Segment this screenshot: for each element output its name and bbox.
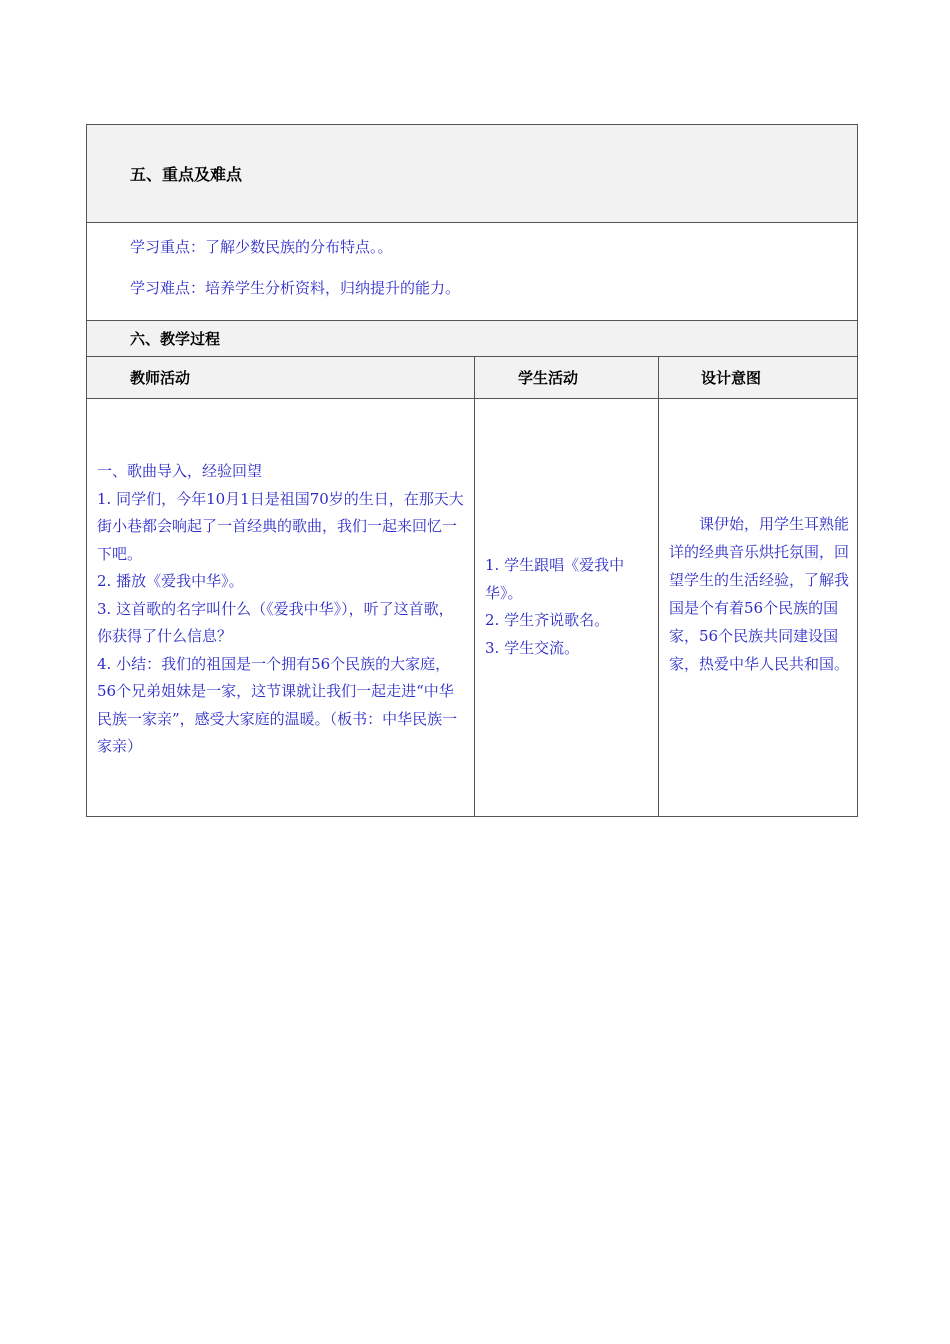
design-intent-cell — [659, 399, 857, 816]
key-point: 学习重点：了解少数民族的分布特点。。 — [130, 238, 393, 256]
section5-header — [87, 125, 857, 223]
teacher-step-4: 4. 小结：我们的祖国是一个拥有56个民族的大家庭，56个兄弟姐妹是一家，这节课就让我们一起走进“中华民族一家亲”，感受大家庭的温暖。（板书：中华民族一家亲） — [97, 654, 458, 755]
column-headers — [87, 357, 857, 399]
section5-title: 五、重点及难点 — [130, 165, 243, 184]
teacher-step-1: 1. 同学们，今年10月1日是祖国70岁的生日，在那天大街小巷都会响起了一首经典的歌曲，我们一起来回忆一下吧。 — [97, 489, 464, 563]
section5-content — [87, 223, 857, 321]
student-step-2: 2. 学生齐说歌名。 — [485, 611, 610, 629]
teacher-step-3: 3. 这首歌的名字叫什么（《爱我中华》），听了这首歌，你获得了什么信息？ — [97, 599, 454, 645]
design-intent-text: 课伊始，用学生耳熟能详的经典音乐烘托氛围，回望学生的生活经验，了解我国是个有着56个民族的国家，56个民族共同建设国家，热爱中华人民共和国。 — [669, 515, 850, 673]
teacher-step-heading: 一、歌曲导入，经验回望 — [97, 462, 263, 480]
teacher-step-2: 2. 播放《爱我中华》。 — [97, 572, 244, 590]
student-activity-cell — [475, 399, 659, 816]
header-student-activity: 学生活动 — [475, 357, 659, 398]
header-teacher-activity: 教师活动 — [87, 357, 475, 398]
difficulty-point: 学习难点：培养学生分析资料，归纳提升的能力。 — [130, 279, 461, 297]
lesson-plan-page — [86, 124, 858, 817]
section6-header — [87, 321, 857, 357]
teacher-activity-cell — [87, 399, 475, 816]
section6-title: 六、教学过程 — [130, 330, 221, 348]
student-step-1: 1. 学生跟唱《爱我中华》。 — [485, 556, 625, 602]
student-step-3: 3. 学生交流。 — [485, 638, 580, 657]
header-design-intent: 设计意图 — [701, 369, 762, 387]
process-row — [87, 399, 857, 816]
lesson-table — [86, 124, 858, 817]
